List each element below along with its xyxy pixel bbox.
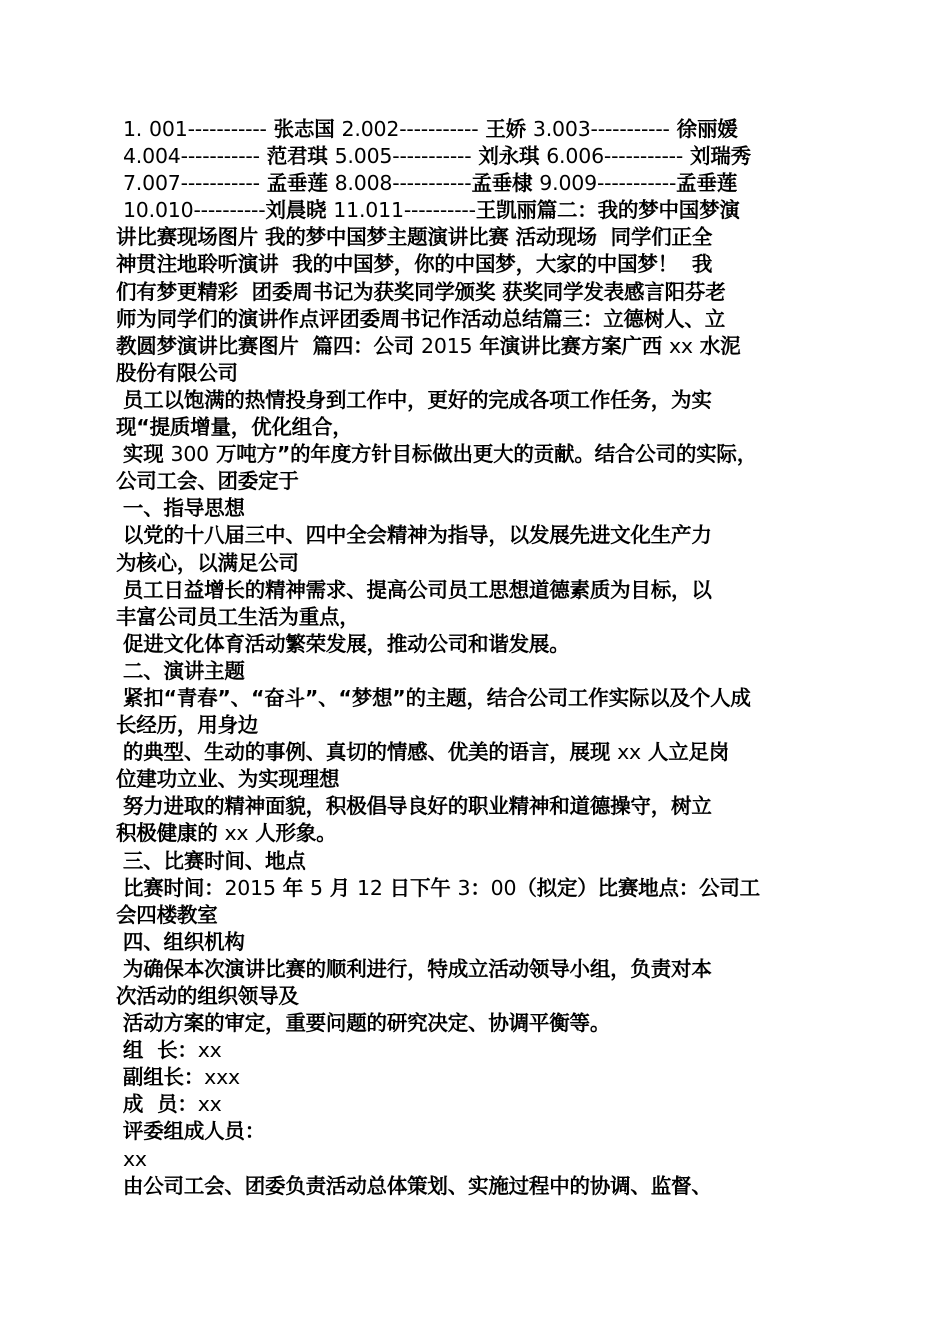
text-line: 评委组成人员： bbox=[116, 1119, 266, 1144]
text-line: 神贯注地聆听演讲 我的中国梦，你的中国梦，大家的中国梦！ 我 bbox=[116, 252, 713, 277]
text-line: 7.007----------- 孟垂莲 8.008-----------孟垂棣 9.009-----------孟垂莲 bbox=[122, 171, 738, 196]
text-line: 二、演讲主题 bbox=[116, 658, 245, 683]
text-line: 活动方案的审定，重要问题的研究决定、协调平衡等。 bbox=[116, 1011, 611, 1036]
text-line: 现“提质增量，优化组合， bbox=[116, 415, 353, 440]
text-line: 以党的十八届三中、四中全会精神为指导，以发展先进文化生产力 bbox=[116, 523, 712, 548]
text-line: 教圆梦演讲比赛图片 篇四：公司 2015 年演讲比赛方案广西 xx 水泥 bbox=[116, 333, 741, 358]
text-line: 紧扣“青春”、“奋斗”、“梦想”的主题，结合公司工作实际以及个人成 bbox=[116, 685, 751, 710]
text-line: 1. 001----------- 张志国 2.002----------- 王娇 3.003----------- 徐丽媛 bbox=[122, 117, 738, 141]
text-line: 实现 300 万吨方”的年度方针目标做出更大的贡献。结合公司的实际， bbox=[116, 442, 758, 467]
text-line: 一、指导思想 bbox=[116, 496, 245, 521]
text-line: 会四楼教室 bbox=[116, 902, 218, 927]
text-line: 努力进取的精神面貌，积极倡导良好的职业精神和道德操守，树立 bbox=[116, 794, 712, 819]
text-line: 10.010----------刘晨晓 11.011----------王凯丽篇二：我的梦中国梦演 bbox=[122, 198, 740, 223]
text-line: 比赛时间：2015 年 5 月 12 日下午 3：00（拟定）比赛地点：公司工 bbox=[116, 875, 760, 900]
text-line: 为核心，以满足公司 bbox=[116, 550, 299, 575]
text-line: 组 长：xx bbox=[116, 1038, 222, 1063]
text-line: 的典型、生动的事例、真切的情感、优美的语言，展现 xx 人立足岗 bbox=[116, 740, 730, 765]
text-line: 公司工会、团委定于 bbox=[116, 469, 299, 494]
text-line: xx bbox=[122, 1146, 147, 1171]
text-line: 位建功立业、为实现理想 bbox=[116, 767, 340, 792]
text-line: 员工日益增长的精神需求、提高公司员工思想道德素质为目标，以 bbox=[116, 577, 712, 602]
text-line: 副组长：xxx bbox=[116, 1065, 240, 1090]
document-body bbox=[116, 116, 846, 1200]
text-line: 们有梦更精彩 团委周书记为获奖同学颁奖 获奖同学发表感言阳芬老 bbox=[116, 279, 726, 304]
text-line: 由公司工会、团委负责活动总体策划、实施过程中的协调、监督、 bbox=[116, 1173, 712, 1198]
text-line: 师为同学们的演讲作点评团委周书记作活动总结篇三：立德树人、立 bbox=[116, 306, 725, 331]
text-line: 长经历，用身边 bbox=[116, 713, 259, 738]
text-line: 成 员：xx bbox=[116, 1092, 222, 1117]
text-line: 三、比赛时间、地点 bbox=[116, 848, 306, 873]
text-line: 讲比赛现场图片 我的梦中国梦主题演讲比赛 活动现场 同学们正全 bbox=[116, 225, 713, 250]
text-line: 四、组织机构 bbox=[116, 929, 245, 954]
text-line: 次活动的组织领导及 bbox=[116, 984, 299, 1008]
text-line: 积极健康的 xx 人形象。 bbox=[116, 821, 337, 846]
text-line: 股份有限公司 bbox=[116, 360, 238, 385]
text-line: 为确保本次演讲比赛的顺利进行，特成立活动领导小组，负责对本 bbox=[116, 956, 712, 981]
text-line: 4.004----------- 范君琪 5.005----------- 刘永琪 6.006----------- 刘瑞秀 bbox=[122, 144, 751, 169]
text-line: 员工以饱满的热情投身到工作中，更好的完成各项工作任务，为实 bbox=[116, 387, 712, 412]
text-line: 促进文化体育活动繁荣发展，推动公司和谐发展。 bbox=[116, 631, 570, 656]
text-line: 丰富公司员工生活为重点， bbox=[116, 604, 360, 629]
